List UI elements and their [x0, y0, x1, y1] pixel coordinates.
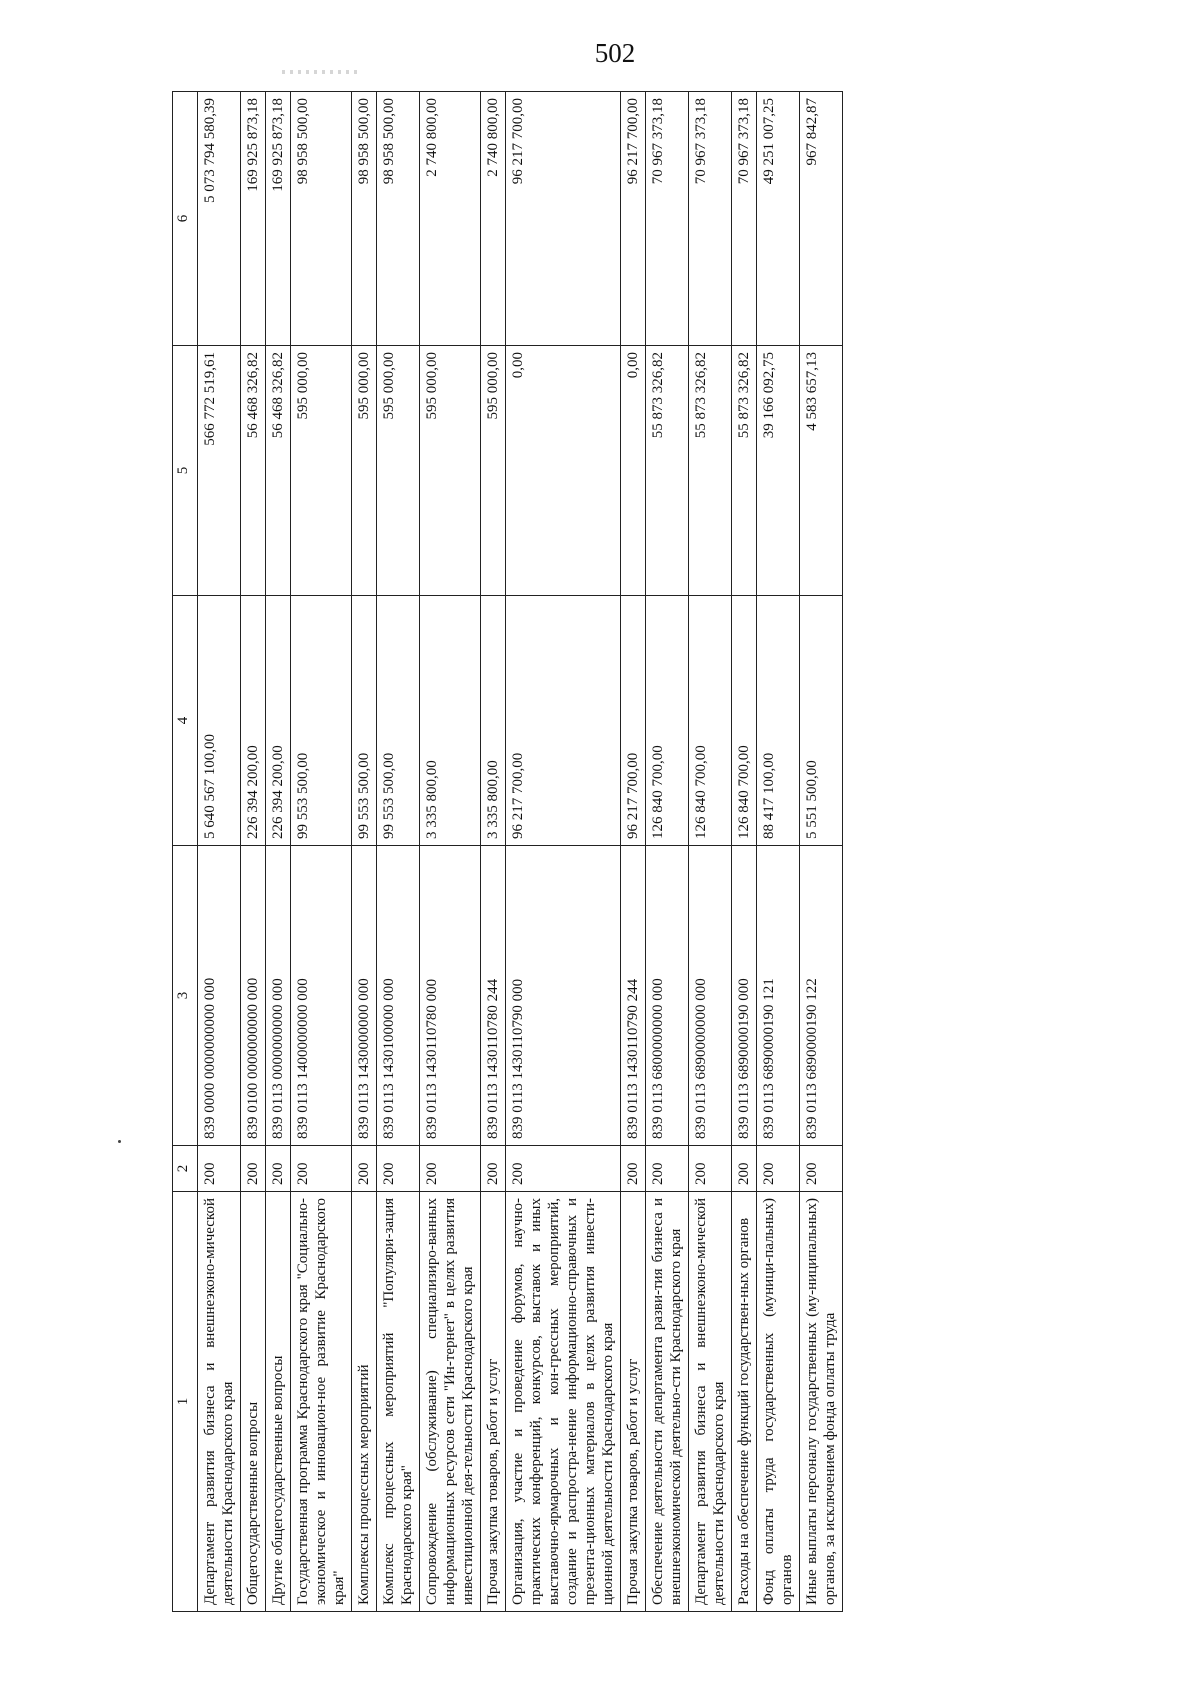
executed-amount-cell: 39 166 092,75	[757, 346, 800, 596]
remaining-amount-cell: 98 958 500,00	[377, 92, 420, 346]
approved-amount-cell: 126 840 700,00	[689, 596, 732, 846]
remaining-amount-cell: 5 073 794 580,39	[198, 92, 241, 346]
code-cell: 839 0113 6800000000 000	[646, 846, 689, 1146]
header-cell: 1	[173, 1192, 198, 1612]
group-cell: 200	[732, 1146, 757, 1192]
approved-amount-cell: 5 640 567 100,00	[198, 596, 241, 846]
remaining-amount-cell: 967 842,87	[800, 92, 843, 346]
approved-amount-cell: 88 417 100,00	[757, 596, 800, 846]
executed-amount-cell: 56 468 326,82	[241, 346, 266, 596]
executed-amount-cell: 55 873 326,82	[689, 346, 732, 596]
table-row	[377, 92, 420, 1612]
budget-table	[172, 91, 843, 1612]
code-cell: 839 0113 1430000000 000	[352, 846, 377, 1146]
table-row	[757, 92, 800, 1612]
group-cell: 200	[621, 1146, 646, 1192]
approved-amount-cell: 226 394 200,00	[266, 596, 291, 846]
table-row	[800, 92, 843, 1612]
remaining-amount-cell: 70 967 373,18	[689, 92, 732, 346]
group-cell: 200	[646, 1146, 689, 1192]
executed-amount-cell: 55 873 326,82	[646, 346, 689, 596]
table-row	[291, 92, 352, 1612]
executed-amount-cell: 4 583 657,13	[800, 346, 843, 596]
table-row	[689, 92, 732, 1612]
code-cell: 839 0113 6890000000 000	[689, 846, 732, 1146]
header-cell: 6	[173, 92, 198, 346]
approved-amount-cell: 3 335 800,00	[481, 596, 506, 846]
name-cell: Общегосударственные вопросы	[241, 1192, 266, 1612]
group-cell: 200	[198, 1146, 241, 1192]
code-cell: 839 0113 1430110780 244	[481, 846, 506, 1146]
executed-amount-cell: 0,00	[621, 346, 646, 596]
name-cell: Комплекс процессных мероприятий "Популяри-зация Краснодарского края"	[377, 1192, 420, 1612]
group-cell: 200	[757, 1146, 800, 1192]
name-cell: Другие общегосударственные вопросы	[266, 1192, 291, 1612]
scan-dot	[118, 1140, 121, 1143]
code-cell: 839 0113 1430100000 000	[377, 846, 420, 1146]
code-cell: 839 0113 6890000190 121	[757, 846, 800, 1146]
name-cell: Департамент развития бизнеса и внешнеэконо-мической деятельности Краснодарского края	[689, 1192, 732, 1612]
name-cell: Расходы на обеспечение функций государствен-ных органов	[732, 1192, 757, 1612]
group-cell: 200	[291, 1146, 352, 1192]
remaining-amount-cell: 70 967 373,18	[646, 92, 689, 346]
executed-amount-cell: 56 468 326,82	[266, 346, 291, 596]
name-cell: Департамент развития бизнеса и внешнеэконо-мической деятельности Краснодарского края	[198, 1192, 241, 1612]
remaining-amount-cell: 96 217 700,00	[506, 92, 621, 346]
name-cell: Прочая закупка товаров, работ и услуг	[621, 1192, 646, 1612]
remaining-amount-cell: 98 958 500,00	[352, 92, 377, 346]
table-row	[198, 92, 241, 1612]
executed-amount-cell: 55 873 326,82	[732, 346, 757, 596]
table-row	[732, 92, 757, 1612]
group-cell: 200	[481, 1146, 506, 1192]
group-cell: 200	[689, 1146, 732, 1192]
remaining-amount-cell: 169 925 873,18	[266, 92, 291, 346]
name-cell: Организация, участие и проведение форумов, научно-практических конференций, конкурсов, выставок и иных выставочно-ярмарочных и кон-грессных мероприятий, создание и распростра-нение информационно-справочных и презента-ционных материалов в целях развития инвести-ционной деятельности Краснодарского края	[506, 1192, 621, 1612]
code-cell: 839 0113 1430110790 244	[621, 846, 646, 1146]
approved-amount-cell: 3 335 800,00	[420, 596, 481, 846]
code-cell: 839 0113 1430110780 000	[420, 846, 481, 1146]
page-number: 502	[594, 38, 636, 68]
table-row	[506, 92, 621, 1612]
header-cell: 2	[173, 1146, 198, 1192]
name-cell: Сопровождение (обслуживание) специализиро-ванных информационных ресурсов сети "Ин-тернет" в целях развития инвестиционной дея-тельности Краснодарского края	[420, 1192, 481, 1612]
approved-amount-cell: 99 553 500,00	[291, 596, 352, 846]
remaining-amount-cell: 70 967 373,18	[732, 92, 757, 346]
rotated-table-wrapper	[172, 92, 1088, 1612]
remaining-amount-cell: 49 251 007,25	[757, 92, 800, 346]
executed-amount-cell: 595 000,00	[377, 346, 420, 596]
table-row	[621, 92, 646, 1612]
code-cell: 839 0100 0000000000 000	[241, 846, 266, 1146]
approved-amount-cell: 96 217 700,00	[506, 596, 621, 846]
name-cell: Прочая закупка товаров, работ и услуг	[481, 1192, 506, 1612]
header-cell: 3	[173, 846, 198, 1146]
name-cell: Фонд оплаты труда государственных (муници-пальных) органов	[757, 1192, 800, 1612]
name-cell: Обеспечение деятельности департамента разви-тия бизнеса и внешнеэкономической деятельно-сти Краснодарского края	[646, 1192, 689, 1612]
group-cell: 200	[241, 1146, 266, 1192]
executed-amount-cell: 0,00	[506, 346, 621, 596]
approved-amount-cell: 226 394 200,00	[241, 596, 266, 846]
approved-amount-cell: 5 551 500,00	[800, 596, 843, 846]
approved-amount-cell: 99 553 500,00	[352, 596, 377, 846]
remaining-amount-cell: 169 925 873,18	[241, 92, 266, 346]
executed-amount-cell: 595 000,00	[481, 346, 506, 596]
group-cell: 200	[377, 1146, 420, 1192]
table-row	[481, 92, 506, 1612]
executed-amount-cell: 595 000,00	[420, 346, 481, 596]
header-cell: 4	[173, 596, 198, 846]
approved-amount-cell: 99 553 500,00	[377, 596, 420, 846]
remaining-amount-cell: 2 740 800,00	[481, 92, 506, 346]
group-cell: 200	[420, 1146, 481, 1192]
table-row	[420, 92, 481, 1612]
header-cell: 5	[173, 346, 198, 596]
table-row	[646, 92, 689, 1612]
remaining-amount-cell: 98 958 500,00	[291, 92, 352, 346]
code-cell: 839 0000 0000000000 000	[198, 846, 241, 1146]
group-cell: 200	[352, 1146, 377, 1192]
code-cell: 839 0113 1430110790 000	[506, 846, 621, 1146]
group-cell: 200	[506, 1146, 621, 1192]
group-cell: 200	[800, 1146, 843, 1192]
approved-amount-cell: 126 840 700,00	[732, 596, 757, 846]
table-header-row	[173, 92, 198, 1612]
code-cell: 839 0113 0000000000 000	[266, 846, 291, 1146]
table-row	[352, 92, 377, 1612]
group-cell: 200	[266, 1146, 291, 1192]
rotated-table-area	[172, 92, 1088, 1612]
table-row	[241, 92, 266, 1612]
name-cell: Государственная программа Краснодарского края "Социально-экономическое и инновацион-ное развитие Краснодарского края"	[291, 1192, 352, 1612]
code-cell: 839 0113 6890000190 000	[732, 846, 757, 1146]
remaining-amount-cell: 2 740 800,00	[420, 92, 481, 346]
name-cell: Комплексы процессных мероприятий	[352, 1192, 377, 1612]
table-row	[266, 92, 291, 1612]
code-cell: 839 0113 6890000190 122	[800, 846, 843, 1146]
approved-amount-cell: 96 217 700,00	[621, 596, 646, 846]
approved-amount-cell: 126 840 700,00	[646, 596, 689, 846]
executed-amount-cell: 595 000,00	[291, 346, 352, 596]
executed-amount-cell: 566 772 519,61	[198, 346, 241, 596]
remaining-amount-cell: 96 217 700,00	[621, 92, 646, 346]
name-cell: Иные выплаты персоналу государственных (му-ниципальных) органов, за исключением фонда оплаты труда	[800, 1192, 843, 1612]
executed-amount-cell: 595 000,00	[352, 346, 377, 596]
scan-artifact	[282, 70, 357, 74]
code-cell: 839 0113 1400000000 000	[291, 846, 352, 1146]
